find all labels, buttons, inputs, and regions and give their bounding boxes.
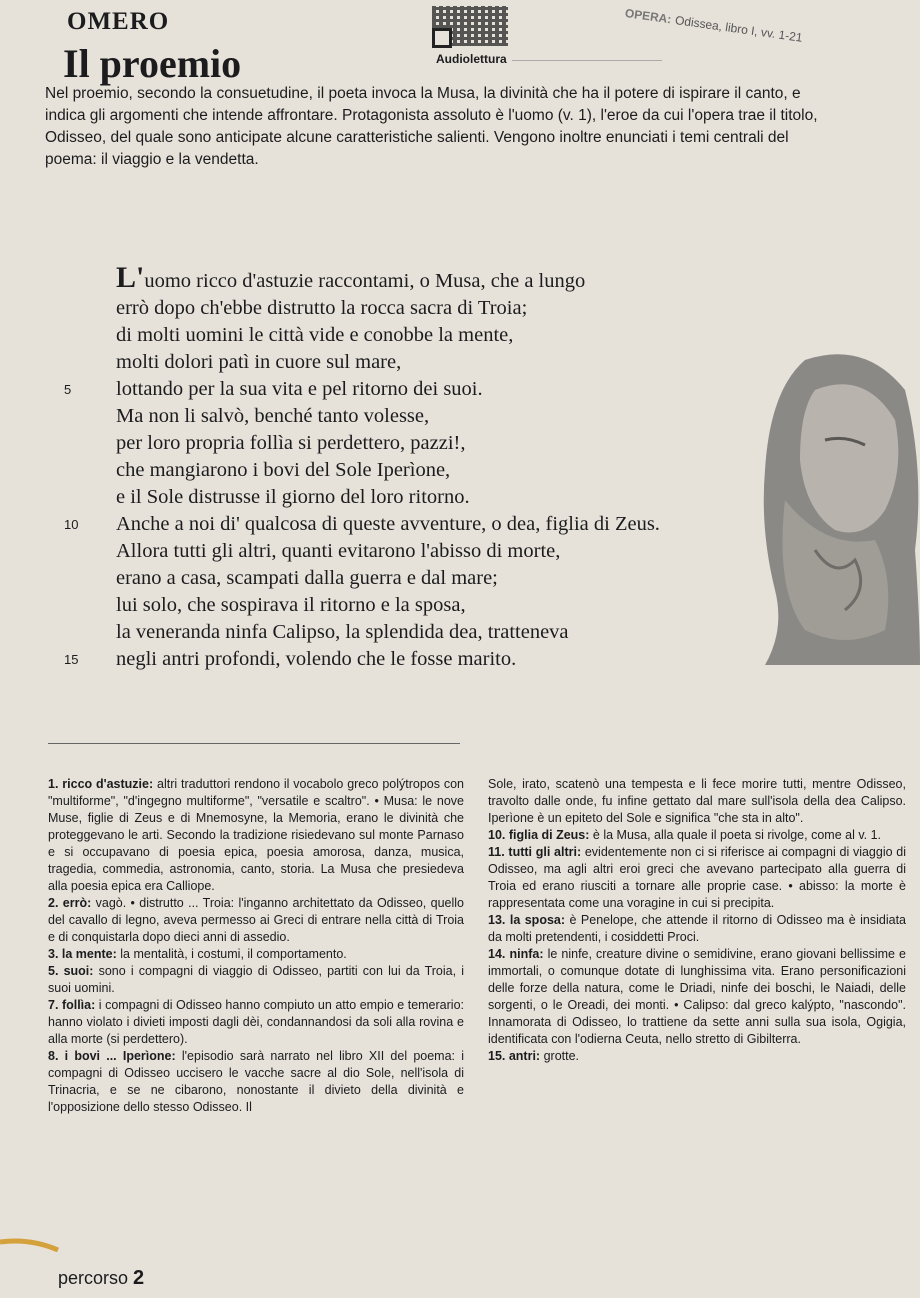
footnote-term: 14. ninfa: [488, 947, 544, 961]
verse-text: erano a casa, scampati dalla guerra e dal mare; [116, 567, 498, 589]
verse-text: Allora tutti gli altri, quanti evitarono l'abisso di morte, [116, 540, 561, 562]
footnote [488, 946, 906, 1048]
footnote [488, 776, 906, 827]
footnote [48, 963, 464, 997]
verse-line [64, 322, 660, 349]
verse-text: per loro propria follìa si perdettero, pazzi!, [116, 432, 466, 454]
footnote-term: 8. i bovi ... Iperìone: [48, 1049, 176, 1063]
verse-line [64, 538, 660, 565]
verse-number: 10 [64, 517, 79, 532]
intro-text: Nel proemio, secondo la consuetudine, il poeta invoca la Musa, la divinità che ha il potere di ispirare il canto, e indica gli argomenti che intende affrontare. Protagonista assoluto è l'uomo (v. 1), l'eroe da cui l'opera trae il titolo, Odisseo, del quale sono anticipate alcune caratteristiche salienti. Vengono inoltre enunciati i temi centrali del poema: il viaggio e la vendetta. [45, 85, 818, 168]
footnote-text: vagò. • distrutto ... Troia: l'inganno architettato da Odisseo, quello del cavallo di legno, aveva permesso ai Greci di entrare nella città di Troia e di conquistarla dopo dieci anni di assedio. [48, 896, 464, 944]
verse-line [64, 295, 660, 322]
verse-text: che mangiarono i bovi del Sole Iperìone, [116, 459, 451, 481]
section-footer [58, 1267, 144, 1290]
verse-line [64, 457, 660, 484]
notes-column-right [488, 776, 906, 1065]
footnote [48, 946, 464, 963]
verse-line [64, 484, 660, 511]
verse-line [64, 619, 660, 646]
footer-number: 2 [133, 1267, 145, 1289]
footnote-text: è Penelope, che attende il ritorno di Odisseo ma è insidiata da molti pretendenti, i cosiddetti Proci. [488, 913, 906, 944]
footnote-term: 1. ricco d'astuzie: [48, 777, 154, 791]
verse-text: la veneranda ninfa Calipso, la splendida dea, tratteneva [116, 621, 569, 643]
drop-cap: L' [116, 261, 145, 294]
verse-line [64, 430, 660, 457]
qr-corner-icon [432, 28, 452, 48]
footnote-text: evidentemente non ci si riferisce ai compagni di viaggio di Odisseo, ma agli altri eroi greci che avevano partecipato alla guerra di Troia ed erano riusciti a tornare alle proprie case. • abisso: la morte è rappresentata come una voragine in cui si precipita. [488, 845, 907, 910]
footnote-term: 11. tutti gli altri: [488, 845, 582, 859]
footnote-term: 15. antri: [488, 1049, 541, 1063]
audio-label[interactable]: Audiolettura [436, 52, 507, 66]
audio-divider [512, 60, 662, 61]
verse-line [64, 403, 660, 430]
footnote-term: 2. errò: [48, 896, 92, 910]
verse-number: 5 [64, 382, 72, 397]
footnote-text: Sole, irato, scatenò una tempesta e li fece morire tutti, mentre Odisseo, travolto dalle onde, fu infine gettato dal mare sull'isola della dea Calipso. Iperìone è un epiteto del Sole e significa "che sta in alto". [488, 777, 906, 825]
intro-paragraph [45, 83, 825, 171]
verse-text: lui solo, che sospirava il ritorno e la sposa, [116, 594, 466, 616]
footnote-term: 13. la sposa: [488, 913, 566, 927]
verse-text: e il Sole distrusse il giorno del loro ritorno. [116, 486, 470, 508]
verse-text: lottando per la sua vita e pel ritorno dei suoi. [116, 378, 483, 400]
footnote-term: 3. la mente: [48, 947, 117, 961]
footnote [48, 776, 464, 895]
author-name: OMERO [67, 8, 170, 35]
verse-text: Ma non li salvò, benché tanto volesse, [116, 405, 430, 427]
poem-text [64, 261, 660, 673]
footnote-term: 10. figlia di Zeus: [488, 828, 590, 842]
work-prefix: OPERA: [624, 6, 673, 27]
footnote [48, 997, 464, 1048]
verse-number: 15 [64, 652, 79, 667]
verse-text: errò dopo ch'ebbe distrutto la rocca sacra di Troia; [116, 297, 528, 319]
decorative-swoosh-icon [0, 1236, 60, 1252]
footnote-text: sono i compagni di viaggio di Odisseo, partiti con lui da Troia, i suoi uomini. [48, 964, 464, 995]
odysseus-bust-image [745, 350, 920, 665]
footnote [48, 1048, 464, 1116]
footnote [488, 844, 906, 912]
verse-line [64, 261, 660, 295]
verse-line [64, 592, 660, 619]
verse-line [64, 565, 660, 592]
footnote-text: i compagni di Odisseo hanno compiuto un atto empio e temerario: hanno violato i divieti imposti dagli dèi, condannandosi da soli alla rovina e alla morte (si perdettero). [48, 998, 464, 1046]
footnote-text: le ninfe, creature divine o semidivine, erano giovani bellissime e immortali, o comunque dotate di lunghissima vita. Erano personificazioni delle forze della natura, come le Driadi, ninfe dei boschi, le Naiadi, delle sorgenti, o le Oreadi, dei monti. • Calipso: dal greco kalýpto, "nascondo". Innamorata di Odisseo, lo trattiene da sette anni sulla sua isola, Ogigia, identificata con l'odierna Ceuta, nello stretto di Gibilterra. [488, 947, 907, 1046]
verse-line [64, 646, 660, 673]
verse-text: di molti uomini le città vide e conobbe la mente, [116, 324, 514, 346]
work-reference [624, 6, 803, 45]
footnote-text: la mentalità, i costumi, il comportamento. [120, 947, 347, 961]
footer-label: percorso [58, 1268, 129, 1288]
footnote [48, 895, 464, 946]
footnote-text: l'episodio sarà narrato nel libro XII del poema: i compagni di Odisseo uccisero le vacche sacre al dio Sole, nell'isola di Trinacria, e se ne cibarono, nonostante il divieto della divinità e l'opposizione dello stesso Odisseo. Il [48, 1049, 465, 1114]
footnote-term: 7. follìa: [48, 998, 96, 1012]
work-ref-text: Odissea, libro I, vv. 1-21 [674, 13, 804, 45]
verse-text: negli antri profondi, volendo che le fosse marito. [116, 648, 517, 670]
verse-line [64, 376, 660, 403]
page-title: Il proemio [63, 41, 242, 86]
verse-text: Anche a noi di' qualcosa di queste avventure, o dea, figlia di Zeus. [116, 513, 660, 535]
footnote [488, 827, 906, 844]
verse-line [64, 349, 660, 376]
footnote-text: è la Musa, alla quale il poeta si rivolge, come al v. 1. [592, 828, 882, 842]
notes-separator [48, 743, 460, 744]
footnote-term: 5. suoi: [48, 964, 94, 978]
footnote-text: grotte. [543, 1049, 580, 1063]
notes-column-left [48, 776, 464, 1116]
verse-text: molti dolori patì in cuore sul mare, [116, 351, 402, 373]
verse-text: uomo ricco d'astuzie raccontami, o Musa, che a lungo [144, 270, 586, 292]
footnote [488, 912, 906, 946]
verse-line [64, 511, 660, 538]
footnote-text: altri traduttori rendono il vocabolo greco polýtropos con "multiforme", "d'ingegno multiforme", "versatile e scaltro". • Musa: le nove Muse, figlie di Zeus e di Mnemosyne, la Memoria, erano le divinità che proteggevano le arti. Secondo la tradizione risiedevano sul monte Parnaso e si occupavano di poesia epica, poesia amorosa, danza, musica, tragedia, commedia, astronomia, canto, storia. La Musa che presiedeva alla poesia epica era Calliope. [48, 777, 464, 893]
footnote [488, 1048, 906, 1065]
